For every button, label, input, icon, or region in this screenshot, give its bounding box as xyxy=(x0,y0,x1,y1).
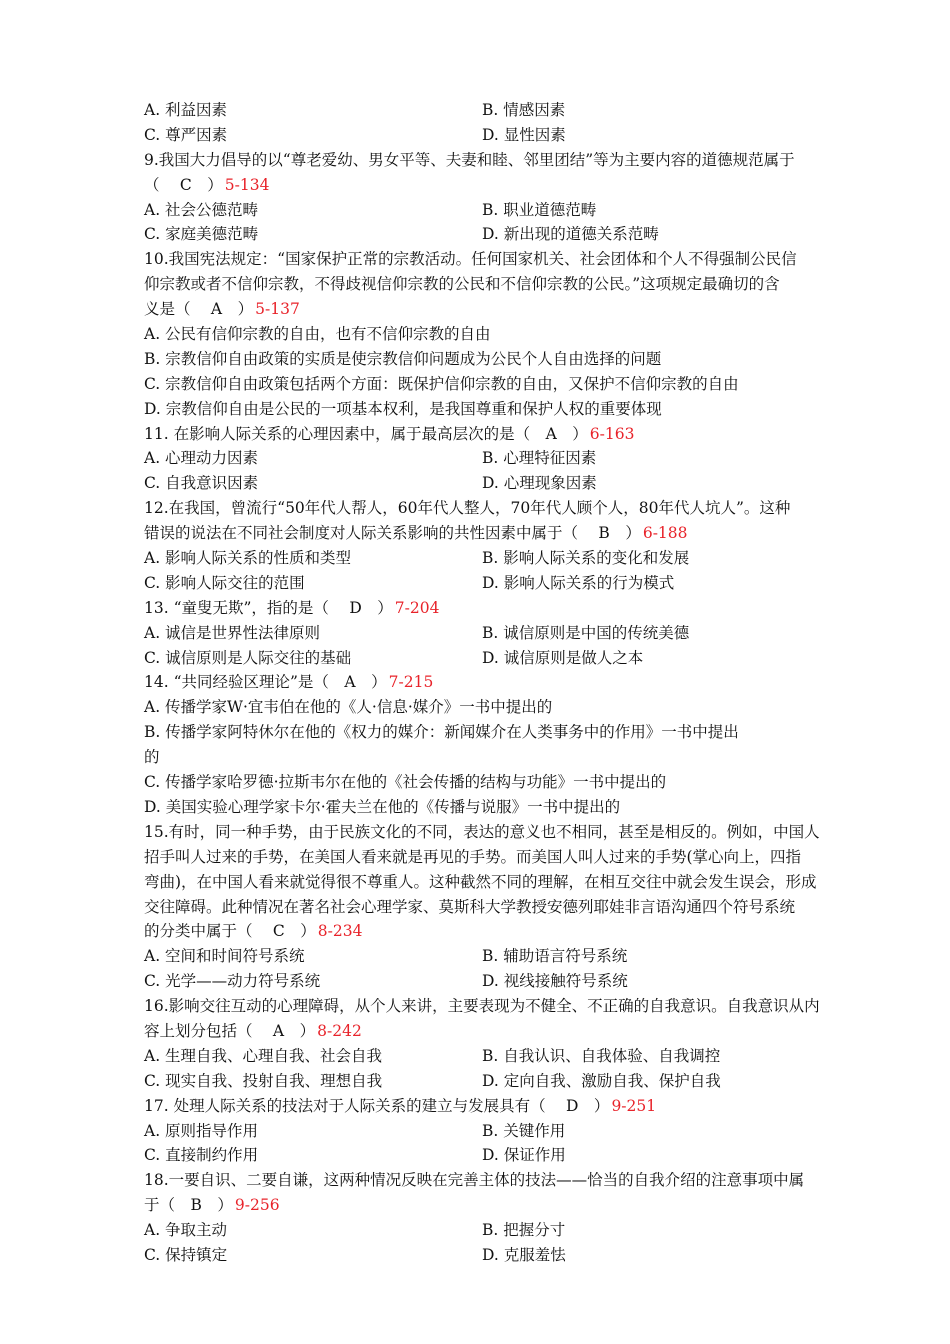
options-row xyxy=(144,546,850,571)
option-right: D. 克服羞怯 xyxy=(482,1245,566,1264)
option-left: A. 心理动力因素 xyxy=(144,449,259,468)
question-list xyxy=(144,98,850,1268)
text-line xyxy=(144,895,850,920)
option-left: A. 社会公德范畴 xyxy=(144,200,259,219)
option-left: A. 影响人际关系的性质和类型 xyxy=(144,549,352,568)
option-right: B. 职业道德范畴 xyxy=(482,200,597,219)
line-text: 18.一要自识、二要自谦，这两种情况反映在完善主体的技法——恰当的自我介绍的注意事项中属 xyxy=(144,1171,805,1190)
options-row xyxy=(144,1119,850,1144)
page-reference: 9-251 xyxy=(611,1096,657,1115)
options-row xyxy=(144,1243,850,1268)
option-right: D. 保证作用 xyxy=(482,1146,566,1165)
page-reference: 5-134 xyxy=(224,175,270,194)
option-left: A. 原则指导作用 xyxy=(144,1121,259,1140)
option-right: D. 视线接触符号系统 xyxy=(482,972,628,991)
options-row xyxy=(144,446,850,471)
line-text: 仰宗教或者不信仰宗教，不得歧视信仰宗教的公民和不信仰宗教的公民。”这项规定最确切的含 xyxy=(144,275,780,294)
options-row xyxy=(144,621,850,646)
option-left: C. 直接制约作用 xyxy=(144,1146,259,1165)
line-text: C. 传播学家哈罗德·拉斯韦尔在他的《社会传播的结构与功能》一书中提出的 xyxy=(144,773,667,792)
option-right: B. 把握分寸 xyxy=(482,1221,566,1240)
option-right: B. 诚信原则是中国的传统美德 xyxy=(482,623,690,642)
options-row xyxy=(144,1218,850,1243)
text-line xyxy=(144,397,850,422)
line-text: 10.我国宪法规定：“国家保护正常的宗教活动。任何国家机关、社会团体和个人不得强制公民信 xyxy=(144,250,797,269)
line-text: 15.有时，同一种手势，由于民族文化的不同，表达的意义也不相同，甚至是相反的。例如，中国人 xyxy=(144,822,820,841)
option-right: B. 关键作用 xyxy=(482,1121,566,1140)
line-text: 错误的说法在不同社会制度对人际关系影响的共性因素中属于（ B ） xyxy=(144,524,641,543)
line-text: 义是（ A ） xyxy=(144,300,254,319)
text-line xyxy=(144,148,850,173)
options-row xyxy=(144,944,850,969)
line-text: 于（ B ） xyxy=(144,1196,233,1215)
line-text: （ C ） xyxy=(144,175,223,194)
page-reference: 6-188 xyxy=(642,524,688,543)
line-text: 交往障碍。此种情况在著名社会心理学家、莫斯科大学教授安德列耶娃非言语沟通四个符号系统 xyxy=(144,897,796,916)
text-line xyxy=(144,1193,850,1218)
text-line xyxy=(144,670,850,695)
text-line xyxy=(144,372,850,397)
option-left: A. 空间和时间符号系统 xyxy=(144,947,305,966)
line-text: A. 公民有信仰宗教的自由，也有不信仰宗教的自由 xyxy=(144,325,491,344)
option-left: C. 保持镇定 xyxy=(144,1245,228,1264)
text-line xyxy=(144,1094,850,1119)
line-text: 9.我国大力倡导的以“尊老爱幼、男女平等、夫妻和睦、邻里团结”等为主要内容的道德规范属于 xyxy=(144,150,795,169)
text-line xyxy=(144,521,850,546)
options-row xyxy=(144,123,850,148)
options-row xyxy=(144,1044,850,1069)
line-text: 的 xyxy=(144,748,160,767)
line-text: 的分类中属于（ C ） xyxy=(144,922,316,941)
page-reference: 6-163 xyxy=(589,424,635,443)
line-text: 13. “童叟无欺”，指的是（ D ） xyxy=(144,598,393,617)
text-line xyxy=(144,745,850,770)
option-left: A. 利益因素 xyxy=(144,101,228,119)
line-text: 招手叫人过来的手势，在美国人看来就是再见的手势。而美国人叫人过来的手势(掌心向上，四指 xyxy=(144,847,802,866)
text-line xyxy=(144,297,850,322)
options-row xyxy=(144,1143,850,1168)
line-text: 16.影响交往互动的心理障碍，从个人来讲，主要表现为不健全、不正确的自我意识。自我意识从内 xyxy=(144,997,820,1016)
option-right: B. 影响人际关系的变化和发展 xyxy=(482,549,690,568)
option-left: A. 诚信是世界性法律原则 xyxy=(144,623,321,642)
text-line xyxy=(144,770,850,795)
text-line xyxy=(144,173,850,198)
options-row xyxy=(144,98,850,123)
page-reference: 7-215 xyxy=(388,673,434,692)
line-text: A. 传播学家W·宜韦伯在他的《人·信息·媒介》一书中提出的 xyxy=(144,698,553,717)
line-text: 12.在我国，曾流行“50年代人帮人，60年代人整人，70年代人顾个人，80年代人坑人”。这种 xyxy=(144,499,791,518)
option-right: B. 心理特征因素 xyxy=(482,449,597,468)
text-line xyxy=(144,845,850,870)
option-right: D. 影响人际关系的行为模式 xyxy=(482,573,675,592)
text-line xyxy=(144,347,850,372)
line-text: D. 宗教信仰自由是公民的一项基本权利，是我国尊重和保护人权的重要体现 xyxy=(144,399,662,418)
line-text: B. 传播学家阿特休尔在他的《权力的媒介：新闻媒介在人类事务中的作用》一书中提出 xyxy=(144,723,739,742)
page-reference: 7-204 xyxy=(394,598,440,617)
line-text: 弯曲)，在中国人看来就觉得很不尊重人。这种截然不同的理解，在相互交往中就会发生误会，形成 xyxy=(144,872,817,891)
page-reference: 8-242 xyxy=(317,1021,362,1040)
line-text: 11. 在影响人际关系的心理因素中，属于最高层次的是（ A ） xyxy=(144,424,588,443)
options-row xyxy=(144,471,850,496)
text-line xyxy=(144,870,850,895)
page-reference: 9-256 xyxy=(234,1196,280,1215)
options-row xyxy=(144,969,850,994)
text-line xyxy=(144,1168,850,1193)
text-line xyxy=(144,1019,850,1044)
text-line xyxy=(144,596,850,621)
options-row xyxy=(144,198,850,223)
options-row xyxy=(144,646,850,671)
text-line xyxy=(144,994,850,1019)
options-row xyxy=(144,1069,850,1094)
option-left: C. 影响人际交往的范围 xyxy=(144,573,305,592)
option-right: B. 辅助语言符号系统 xyxy=(482,947,628,966)
text-line xyxy=(144,322,850,347)
option-right: D. 心理现象因素 xyxy=(482,474,597,493)
option-left: C. 光学——动力符号系统 xyxy=(144,972,321,991)
line-text: 17. 处理人际关系的技法对于人际关系的建立与发展具有（ D ） xyxy=(144,1096,610,1115)
option-right: D. 显性因素 xyxy=(482,125,566,144)
option-left: C. 诚信原则是人际交往的基础 xyxy=(144,648,352,667)
text-line xyxy=(144,247,850,272)
line-text: 14. “共同经验区理论”是（ A ） xyxy=(144,673,387,692)
text-line xyxy=(144,422,850,447)
text-line xyxy=(144,496,850,521)
text-line xyxy=(144,272,850,297)
text-line xyxy=(144,720,850,745)
option-left: C. 尊严因素 xyxy=(144,125,228,144)
option-left: C. 家庭美德范畴 xyxy=(144,225,259,244)
options-row xyxy=(144,222,850,247)
line-text: 容上划分包括（ A ） xyxy=(144,1021,316,1040)
option-right: B. 情感因素 xyxy=(482,101,566,119)
line-text: C. 宗教信仰自由政策包括两个方面：既保护信仰宗教的自由，又保护不信仰宗教的自由 xyxy=(144,374,739,393)
line-text: B. 宗教信仰自由政策的实质是使宗教信仰问题成为公民个人自由选择的问题 xyxy=(144,349,662,368)
text-line xyxy=(144,919,850,944)
option-left: A. 生理自我、心理自我、社会自我 xyxy=(144,1046,383,1065)
option-right: B. 自我认识、自我体验、自我调控 xyxy=(482,1046,721,1065)
options-row xyxy=(144,571,850,596)
option-right: D. 新出现的道德关系范畴 xyxy=(482,225,659,244)
page-reference: 8-234 xyxy=(317,922,363,941)
text-line xyxy=(144,820,850,845)
option-left: C. 现实自我、投射自我、理想自我 xyxy=(144,1071,383,1090)
text-line xyxy=(144,695,850,720)
line-text: D. 美国实验心理学家卡尔·霍夫兰在他的《传播与说服》一书中提出的 xyxy=(144,797,621,816)
page-reference: 5-137 xyxy=(255,300,300,319)
text-line xyxy=(144,795,850,820)
option-right: D. 诚信原则是做人之本 xyxy=(482,648,644,667)
option-left: C. 自我意识因素 xyxy=(144,474,259,493)
option-left: A. 争取主动 xyxy=(144,1221,228,1240)
option-right: D. 定向自我、激励自我、保护自我 xyxy=(482,1071,721,1090)
